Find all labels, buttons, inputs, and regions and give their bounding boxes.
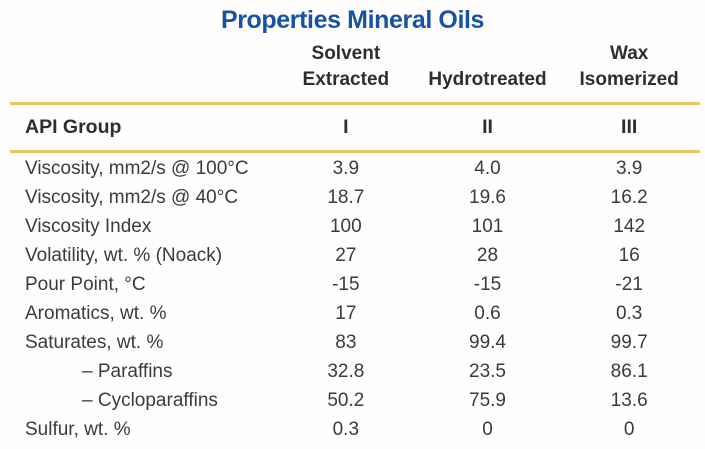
cell-value: -15 (473, 274, 502, 295)
cell-value: 3.9 (615, 158, 643, 179)
table-row-viscosity-100c (10, 154, 700, 183)
table-body (10, 153, 700, 444)
api-group-label: API Group (25, 116, 122, 138)
column-header-line: Hydrotreated (428, 69, 547, 90)
cell-value: 83 (335, 332, 357, 353)
cell-value: 4.0 (474, 158, 501, 179)
cell-value: 101 (471, 216, 504, 237)
row-label: Viscosity, mm2/s @ 40°C (25, 187, 239, 208)
table-row-viscosity-40c (10, 183, 700, 212)
cell-value: 18.7 (327, 187, 365, 208)
cell-value: 86.1 (610, 361, 648, 382)
cell-value: -21 (615, 274, 643, 295)
table-row-saturates (10, 328, 700, 357)
cell-value: 3.9 (332, 158, 360, 179)
api-group-row (10, 105, 700, 150)
column-header-row (10, 36, 700, 102)
row-label: Viscosity Index (25, 216, 152, 237)
cell-value: 27 (335, 245, 357, 266)
cell-value: 32.8 (327, 361, 365, 382)
cell-value: 13.6 (610, 390, 648, 411)
cell-value: 16.2 (610, 187, 648, 208)
column-header-hydrotreated (417, 67, 559, 93)
cell-value: 0 (623, 419, 635, 440)
column-header-line: Isomerized (579, 69, 679, 90)
table-row-cycloparaffins (10, 386, 700, 415)
cell-value: 0.3 (615, 303, 643, 324)
cell-value: 17 (335, 303, 357, 324)
cell-value: 142 (613, 216, 646, 237)
table-row-aromatics (10, 299, 700, 328)
row-label: Saturates, wt. % (25, 332, 164, 353)
column-header-line: Wax (609, 43, 649, 64)
cell-value: 100 (329, 216, 362, 237)
cell-value: 75.9 (469, 390, 506, 411)
cell-value: 0.6 (474, 303, 501, 324)
row-label: Viscosity, mm2/s @ 100°C (25, 158, 249, 179)
row-label: – Cycloparaffins (82, 390, 218, 411)
cell-value: 16 (618, 245, 640, 266)
table-row-sulfur (10, 415, 700, 444)
cell-value: -15 (332, 274, 360, 295)
column-header-line: Extracted (302, 69, 390, 90)
table-row-viscosity-index (10, 212, 700, 241)
cell-value: 0.3 (332, 419, 360, 440)
row-label: Sulfur, wt. % (25, 419, 131, 440)
api-group-value: III (621, 116, 638, 138)
api-group-value: I (343, 116, 349, 138)
cell-value: 19.6 (469, 187, 506, 208)
api-group-value: II (482, 116, 493, 138)
table-row-pour-point (10, 270, 700, 299)
cell-value: 23.5 (469, 361, 506, 382)
page-title: Properties Mineral Oils (220, 6, 485, 34)
column-header-solvent-extracted (275, 41, 417, 93)
table-row-volatility (10, 241, 700, 270)
row-label: Volatility, wt. % (Noack) (25, 245, 223, 266)
table-row-paraffins (10, 357, 700, 386)
cell-value: 50.2 (327, 390, 365, 411)
column-header-wax-isomerized (558, 41, 700, 93)
row-label: Aromatics, wt. % (25, 303, 167, 324)
cell-value: 28 (476, 245, 499, 266)
row-label: Pour Point, °C (25, 274, 146, 295)
cell-value: 99.7 (610, 332, 648, 353)
cell-value: 99.4 (469, 332, 506, 353)
column-header-line: Solvent (311, 43, 381, 64)
cell-value: 0 (482, 419, 493, 440)
properties-table (10, 36, 700, 449)
row-label: – Paraffins (82, 361, 173, 382)
